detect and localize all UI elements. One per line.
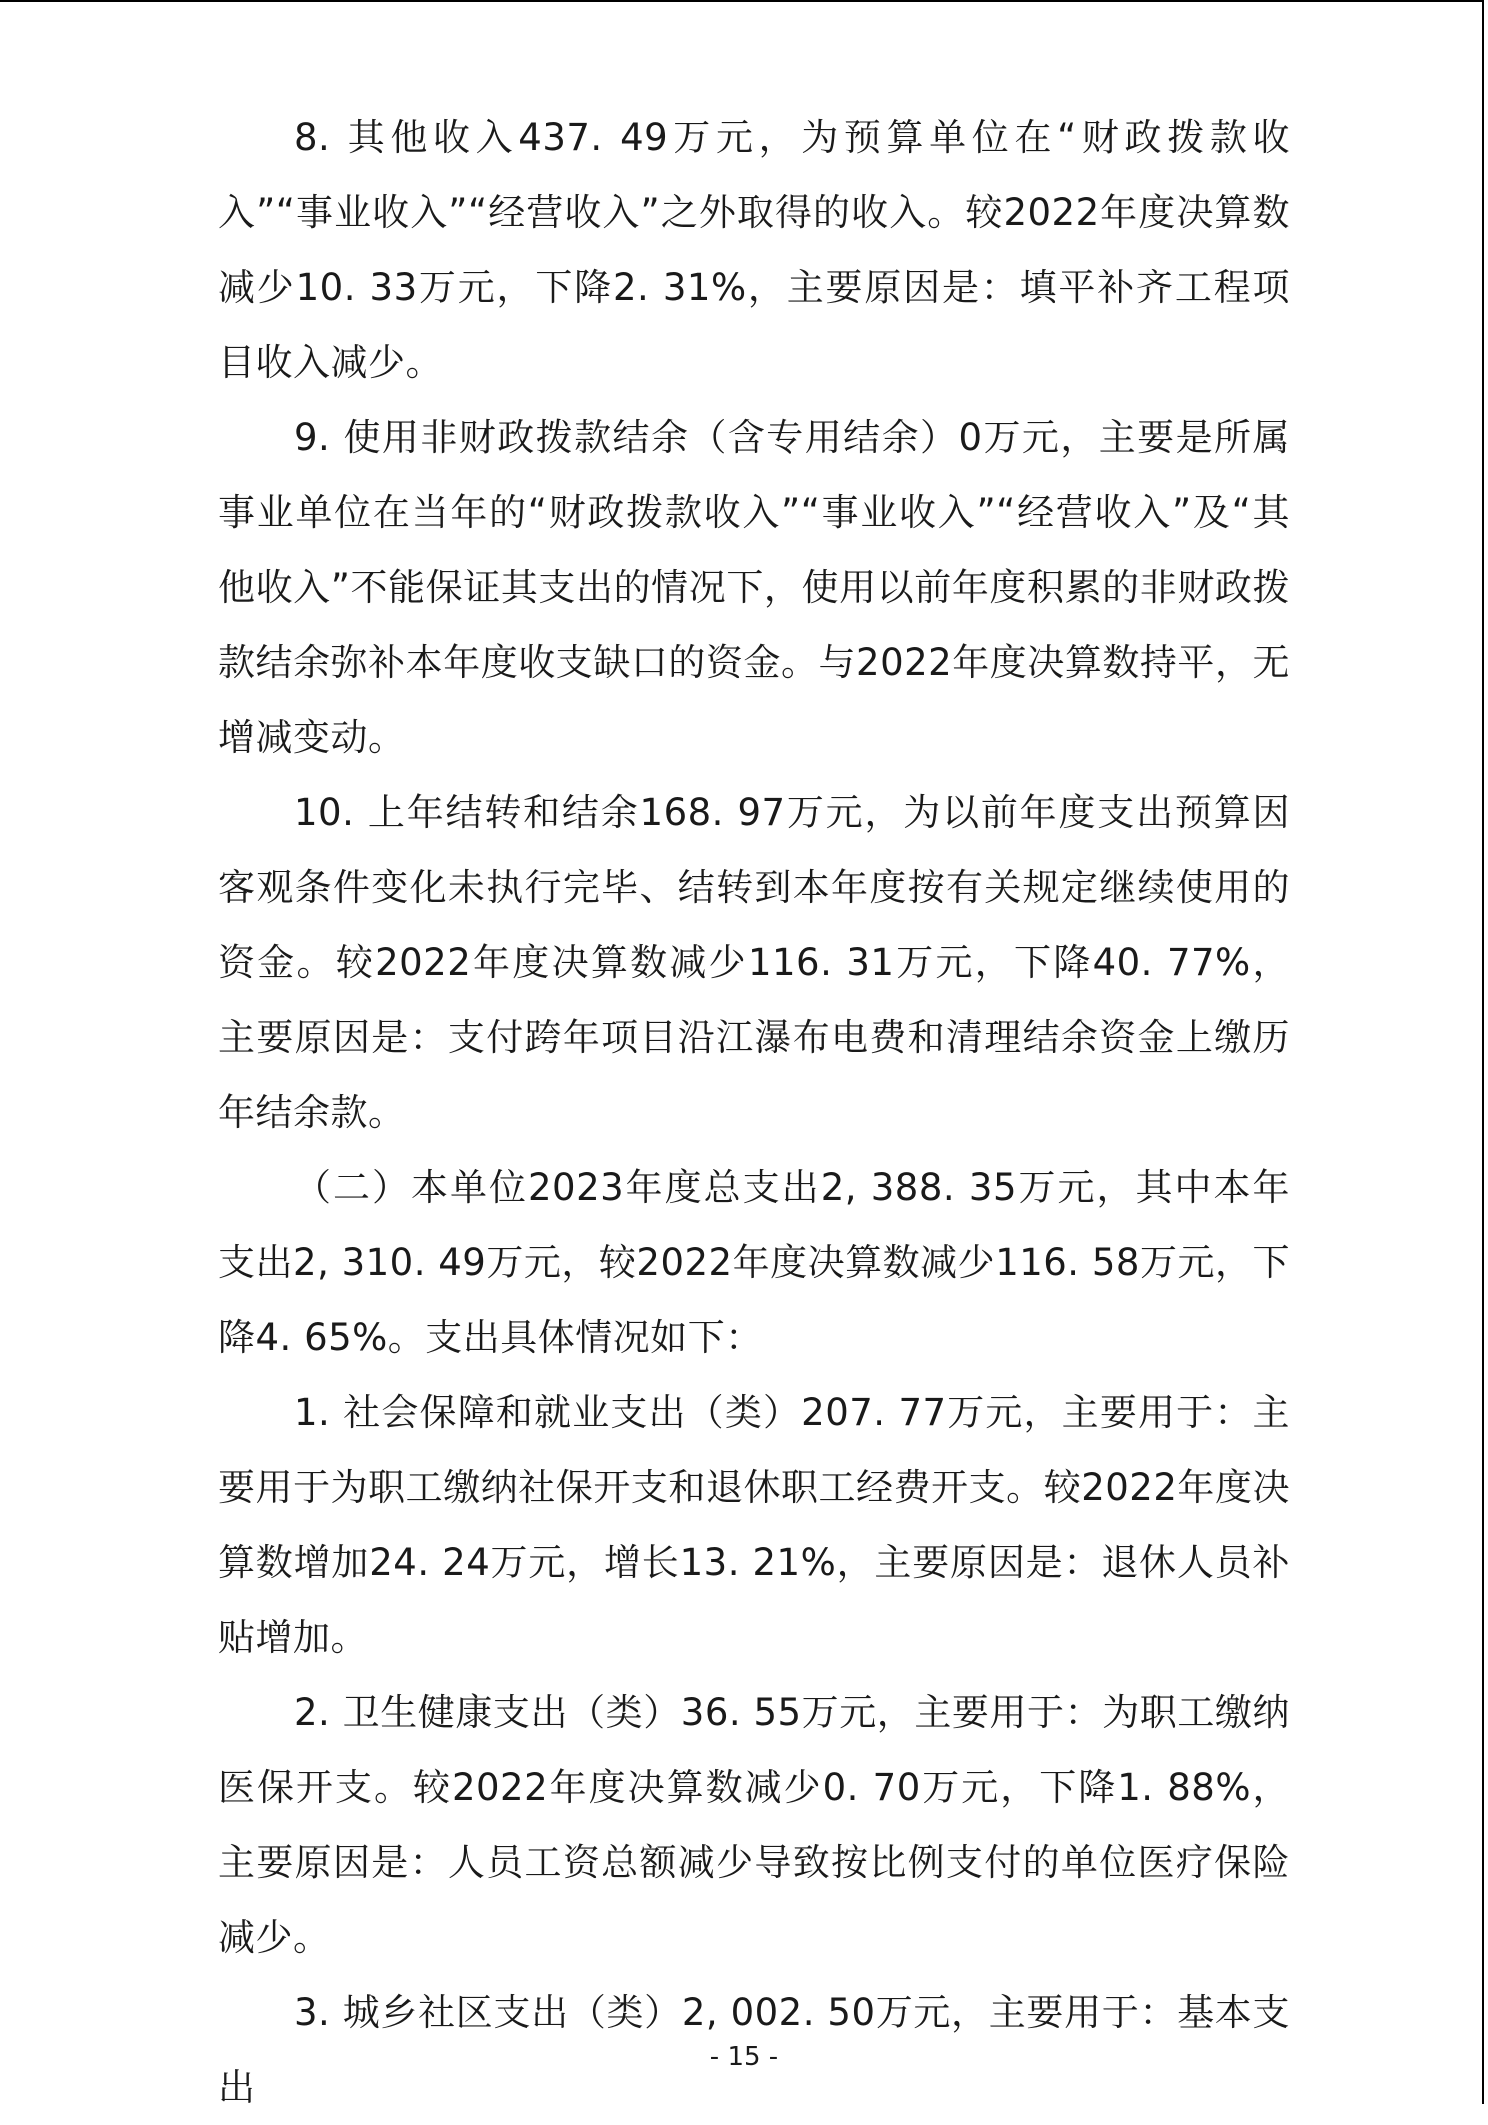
paragraph-total-expenditure: （二）本单位2023年度总支出2, 388. 35万元，其中本年支出2, 310. 49万元，较2022年度决算数减少116. 58万元，下降4. 65%。支出具体情况如下： — [218, 1166, 1290, 1359]
paragraph-social-security-expenditure: 1. 社会保障和就业支出（类）207. 77万元，主要用于：主要用于为职工缴纳社保开支和退休职工经费开支。较2022年度决算数增加24. 24万元，增长13. 21%，主要原因是：退休人员补贴增加。 — [218, 1391, 1290, 1659]
document-body — [218, 100, 1290, 2125]
paragraph-non-fiscal-balance: 9. 使用非财政拨款结余（含专用结余）0万元，主要是所属事业单位在当年的“财政拨款收入”“事业收入”“经营收入”及“其他收入”不能保证其支出的情况下，使用以前年度积累的非财政拨款结余弥补本年度收支缺口的资金。与2022年度决算数持平，无增减变动。 — [218, 416, 1290, 759]
page-number: - 15 - — [709, 2042, 779, 2072]
paragraph-health-expenditure: 2. 卫生健康支出（类）36. 55万元，主要用于：为职工缴纳医保开支。较2022年度决算数减少0. 70万元，下降1. 88%，主要原因是：人员工资总额减少导致按比例支付的单位医疗保险减少。 — [218, 1691, 1290, 1959]
paragraph-urban-rural-expenditure: 3. 城乡社区支出（类）2, 002. 50万元，主要用于：基本支出 — [218, 1991, 1290, 2109]
paragraph-other-income: 8. 其他收入437. 49万元，为预算单位在“财政拨款收入”“事业收入”“经营收入”之外取得的收入。较2022年度决算数减少10. 33万元，下降2. 31%，主要原因是：填平补齐工程项目收入减少。 — [218, 116, 1290, 384]
paragraph-carryover-balance: 10. 上年结转和结余168. 97万元，为以前年度支出预算因客观条件变化未执行完毕、结转到本年度按有关规定继续使用的资金。较2022年度决算数减少116. 31万元，下降40. 77%，主要原因是：支付跨年项目沿江瀑布电费和清理结余资金上缴历年结余款。 — [218, 791, 1290, 1134]
